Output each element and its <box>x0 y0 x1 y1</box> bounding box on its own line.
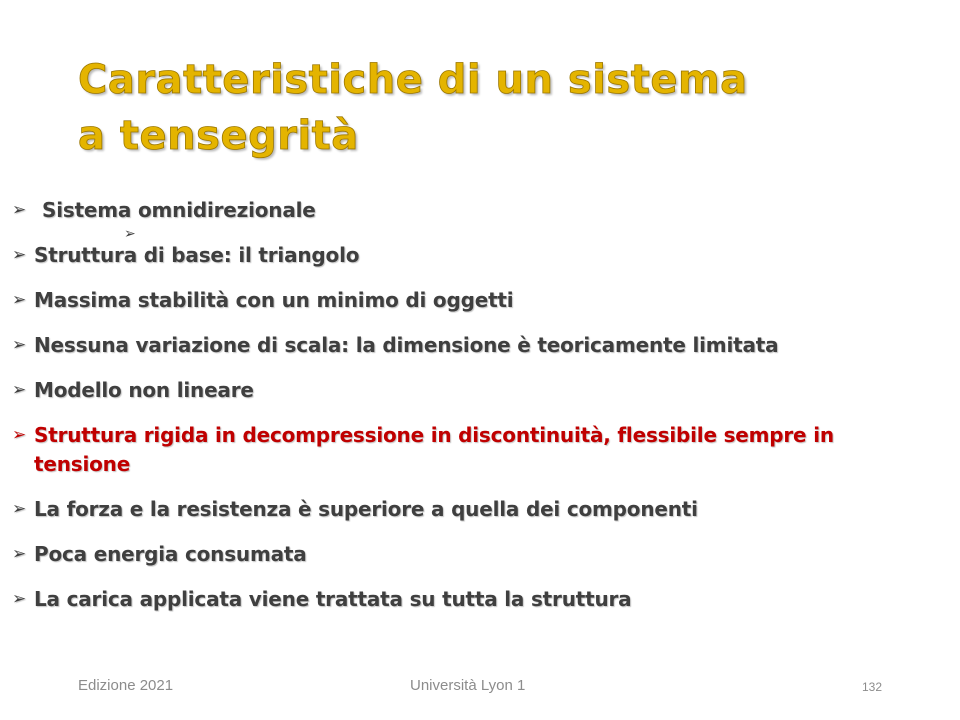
arrow-bullet-icon: ➢ <box>12 425 27 445</box>
footer-edition: Edizione 2021 <box>78 677 174 694</box>
arrow-bullet-icon: ➢ <box>12 245 27 265</box>
arrow-bullet-icon: ➢ <box>12 380 27 400</box>
bullet-item <box>12 495 932 524</box>
bullet-text: La carica applicata viene trattata su tutta la struttura <box>34 587 632 611</box>
bullet-text: La forza e la resistenza è superiore a quella dei componenti <box>34 497 698 521</box>
bullet-text: Poca energia consumata <box>34 542 307 566</box>
bullet-list <box>12 196 932 630</box>
bullet-item <box>12 331 932 360</box>
stray-arrow-bullet-icon: ➢ <box>124 226 136 242</box>
bullet-text: Nessuna variazione di scala: la dimensione è teoricamente limitata <box>34 333 779 357</box>
arrow-bullet-icon: ➢ <box>12 200 27 220</box>
bullet-text: Sistema omnidirezionale <box>42 198 316 222</box>
bullet-item <box>12 241 932 270</box>
bullet-text: Struttura rigida in decompressione in discontinuità, flessibile sempre in tensione <box>34 423 834 476</box>
bullet-text: Struttura di base: il triangolo <box>34 243 360 267</box>
bullet-text: Massima stabilità con un minimo di oggetti <box>34 288 514 312</box>
slide-title-line-2: a tensegrità <box>78 113 359 159</box>
arrow-bullet-icon: ➢ <box>12 544 27 564</box>
arrow-bullet-icon: ➢ <box>12 589 27 609</box>
bullet-item <box>12 196 932 225</box>
slide-title <box>78 52 898 164</box>
bullet-item <box>12 540 932 569</box>
bullet-item <box>12 585 932 614</box>
slide-title-line-1: Caratteristiche di un sistema <box>78 57 748 103</box>
bullet-item-highlighted <box>12 421 932 479</box>
bullet-item <box>12 376 932 405</box>
arrow-bullet-icon: ➢ <box>12 290 27 310</box>
arrow-bullet-icon: ➢ <box>12 499 27 519</box>
footer-institution: Università Lyon 1 <box>410 677 526 694</box>
arrow-bullet-icon: ➢ <box>12 335 27 355</box>
bullet-text: Modello non lineare <box>34 378 254 402</box>
bullet-item <box>12 286 932 315</box>
slide-number: 132 <box>862 680 883 694</box>
